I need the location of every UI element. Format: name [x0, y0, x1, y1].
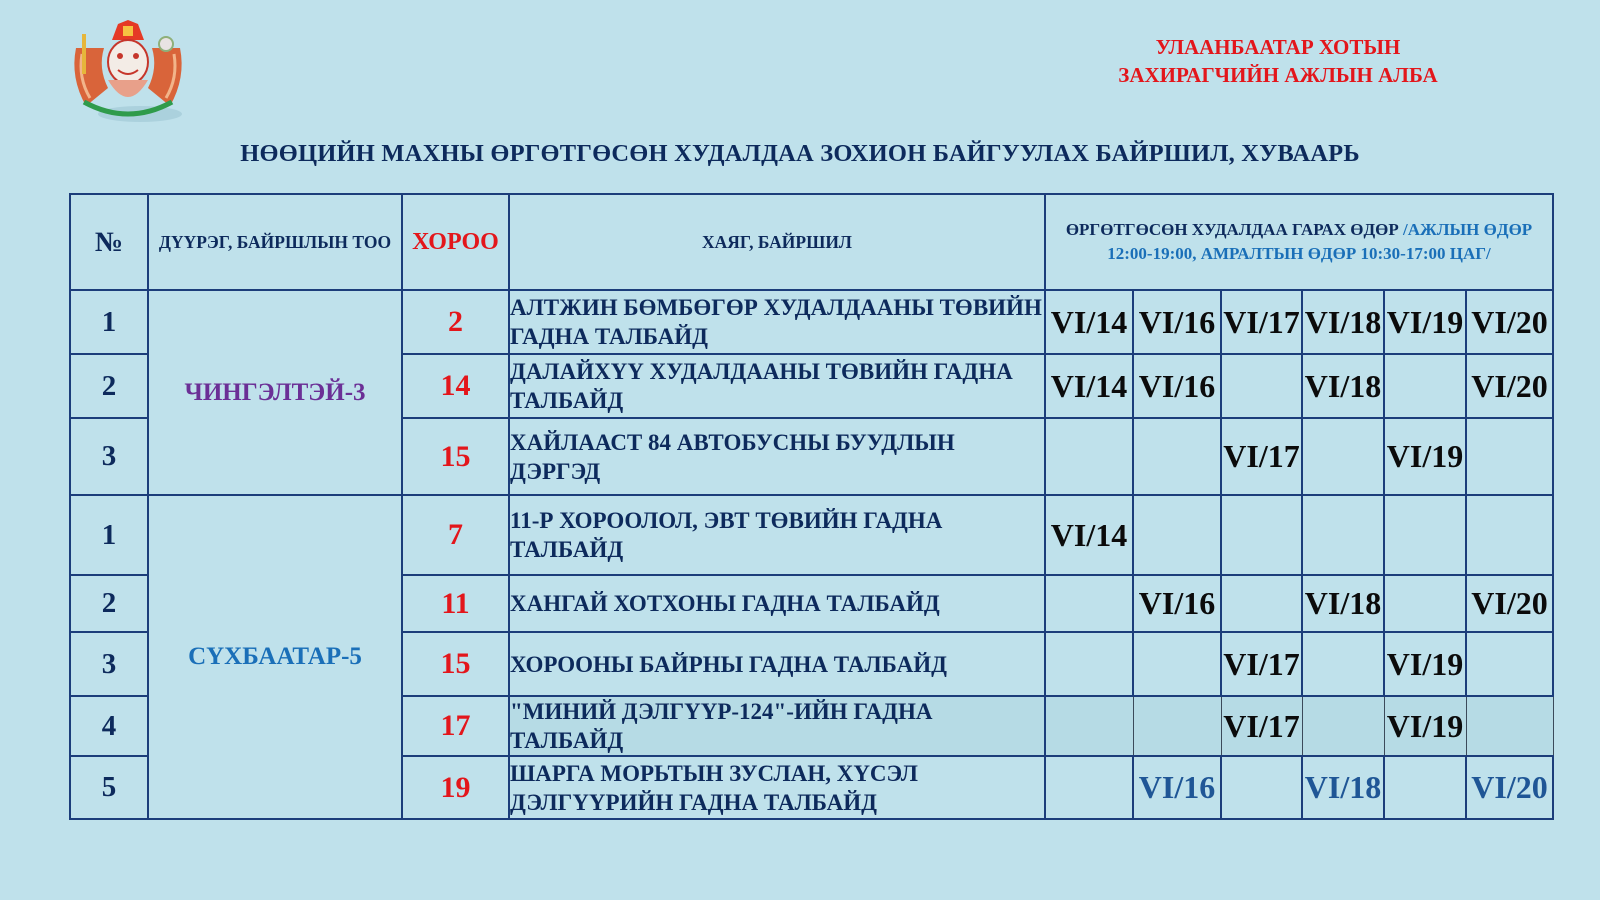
date-cell: VI/17: [1221, 418, 1302, 495]
date-cell: VI/20: [1466, 354, 1553, 418]
date-cell: VI/14: [1045, 290, 1133, 354]
date-cell: [1466, 632, 1553, 696]
date-cell: [1384, 495, 1466, 575]
date-cell: [1133, 418, 1221, 495]
header-district: ДҮҮРЭГ, БАЙРШЛЫН ТОО: [148, 194, 402, 290]
address-cell: ШАРГА МОРЬТЫН ЗУСЛАН, ХҮСЭЛ ДЭЛГҮҮРИЙН ГАДНА ТАЛБАЙД: [509, 756, 1045, 819]
date-cell: [1302, 632, 1384, 696]
header-sale-dates-main: ӨРГӨТГӨСӨН ХУДАЛДАА ГАРАХ ӨДӨР: [1065, 220, 1404, 239]
header-sale-dates: [1045, 194, 1553, 290]
date-cell: [1302, 495, 1384, 575]
date-cell: VI/16: [1133, 290, 1221, 354]
org-title-line1: УЛААНБААТАР ХОТЫН: [1155, 35, 1401, 59]
org-title-line2: ЗАХИРАГЧИЙН АЖЛЫН АЛБА: [1118, 63, 1438, 87]
date-cell: VI/14: [1045, 354, 1133, 418]
date-cell: [1133, 495, 1221, 575]
address-cell: 11-Р ХОРООЛОЛ, ЭВТ ТӨВИЙН ГАДНА ТАЛБАЙД: [509, 495, 1045, 575]
date-cell: VI/17: [1221, 290, 1302, 354]
date-cell: VI/16: [1133, 354, 1221, 418]
date-cell: VI/17: [1221, 696, 1302, 756]
city-emblem-icon: [68, 18, 188, 126]
organization-title: [1068, 33, 1488, 89]
date-cell: VI/18: [1302, 290, 1384, 354]
date-cell: VI/19: [1384, 418, 1466, 495]
row-number: 3: [70, 418, 148, 495]
row-number: 1: [70, 495, 148, 575]
row-number: 5: [70, 756, 148, 819]
date-cell: [1466, 696, 1553, 756]
page-title: НӨӨЦИЙН МАХНЫ ӨРГӨТГӨСӨН ХУДАЛДАА ЗОХИОН БАЙГУУЛАХ БАЙРШИЛ, ХУВААРЬ: [240, 140, 1360, 167]
address-cell: "МИНИЙ ДЭЛГҮҮР-124"-ИЙН ГАДНА ТАЛБАЙД: [509, 696, 1045, 756]
date-cell: VI/20: [1466, 756, 1553, 819]
schedule-table: [69, 193, 1554, 820]
date-cell: [1384, 354, 1466, 418]
date-cell: VI/18: [1302, 575, 1384, 632]
header-sale-dates-hours: /АЖЛЫН ӨДӨР 12:00-19:00, АМРАЛТЫН ӨДӨР 10:30-17:00 ЦАГ/: [1107, 220, 1533, 263]
date-cell: [1221, 354, 1302, 418]
date-cell: [1466, 495, 1553, 575]
date-cell: VI/18: [1302, 354, 1384, 418]
date-cell: [1302, 696, 1384, 756]
khoroo-number: 11: [402, 575, 509, 632]
date-cell: VI/20: [1466, 290, 1553, 354]
date-cell: [1045, 632, 1133, 696]
date-cell: [1133, 632, 1221, 696]
date-cell: VI/19: [1384, 290, 1466, 354]
header-address: ХАЯГ, БАЙРШИЛ: [509, 194, 1045, 290]
date-cell: VI/19: [1384, 632, 1466, 696]
date-cell: VI/16: [1133, 575, 1221, 632]
khoroo-number: 2: [402, 290, 509, 354]
date-cell: [1133, 696, 1221, 756]
row-number: 3: [70, 632, 148, 696]
date-cell: VI/20: [1466, 575, 1553, 632]
address-cell: ХАНГАЙ ХОТХОНЫ ГАДНА ТАЛБАЙД: [509, 575, 1045, 632]
date-cell: VI/18: [1302, 756, 1384, 819]
row-number: 2: [70, 354, 148, 418]
khoroo-number: 15: [402, 418, 509, 495]
date-cell: [1302, 418, 1384, 495]
district-name-chingeltei: ЧИНГЭЛТЭЙ-3: [148, 290, 402, 495]
table-row: [70, 290, 1553, 354]
date-cell: [1221, 756, 1302, 819]
khoroo-number: 17: [402, 696, 509, 756]
date-cell: [1045, 756, 1133, 819]
khoroo-number: 7: [402, 495, 509, 575]
date-cell: VI/19: [1384, 696, 1466, 756]
date-cell: VI/17: [1221, 632, 1302, 696]
row-number: 4: [70, 696, 148, 756]
table-row: [70, 495, 1553, 575]
khoroo-number: 14: [402, 354, 509, 418]
date-cell: [1221, 575, 1302, 632]
address-cell: ХОРООНЫ БАЙРНЫ ГАДНА ТАЛБАЙД: [509, 632, 1045, 696]
header-khoroo: ХОРОО: [402, 194, 509, 290]
date-cell: [1466, 418, 1553, 495]
date-cell: VI/16: [1133, 756, 1221, 819]
district-name-sukhbaatar: СҮХБААТАР-5: [148, 495, 402, 819]
date-cell: [1045, 418, 1133, 495]
date-cell: [1045, 575, 1133, 632]
table-header-row: [70, 194, 1553, 290]
address-cell: ХАЙЛААСТ 84 АВТОБУСНЫ БУУДЛЫН ДЭРГЭД: [509, 418, 1045, 495]
address-cell: ДАЛАЙХҮҮ ХУДАЛДААНЫ ТӨВИЙН ГАДНА ТАЛБАЙД: [509, 354, 1045, 418]
khoroo-number: 15: [402, 632, 509, 696]
date-cell: [1221, 495, 1302, 575]
row-number: 2: [70, 575, 148, 632]
date-cell: VI/14: [1045, 495, 1133, 575]
header-number: №: [70, 194, 148, 290]
row-number: 1: [70, 290, 148, 354]
date-cell: [1384, 756, 1466, 819]
address-cell: АЛТЖИН БӨМБӨГӨР ХУДАЛДААНЫ ТӨВИЙН ГАДНА ТАЛБАЙД: [509, 290, 1045, 354]
khoroo-number: 19: [402, 756, 509, 819]
date-cell: [1045, 696, 1133, 756]
date-cell: [1384, 575, 1466, 632]
